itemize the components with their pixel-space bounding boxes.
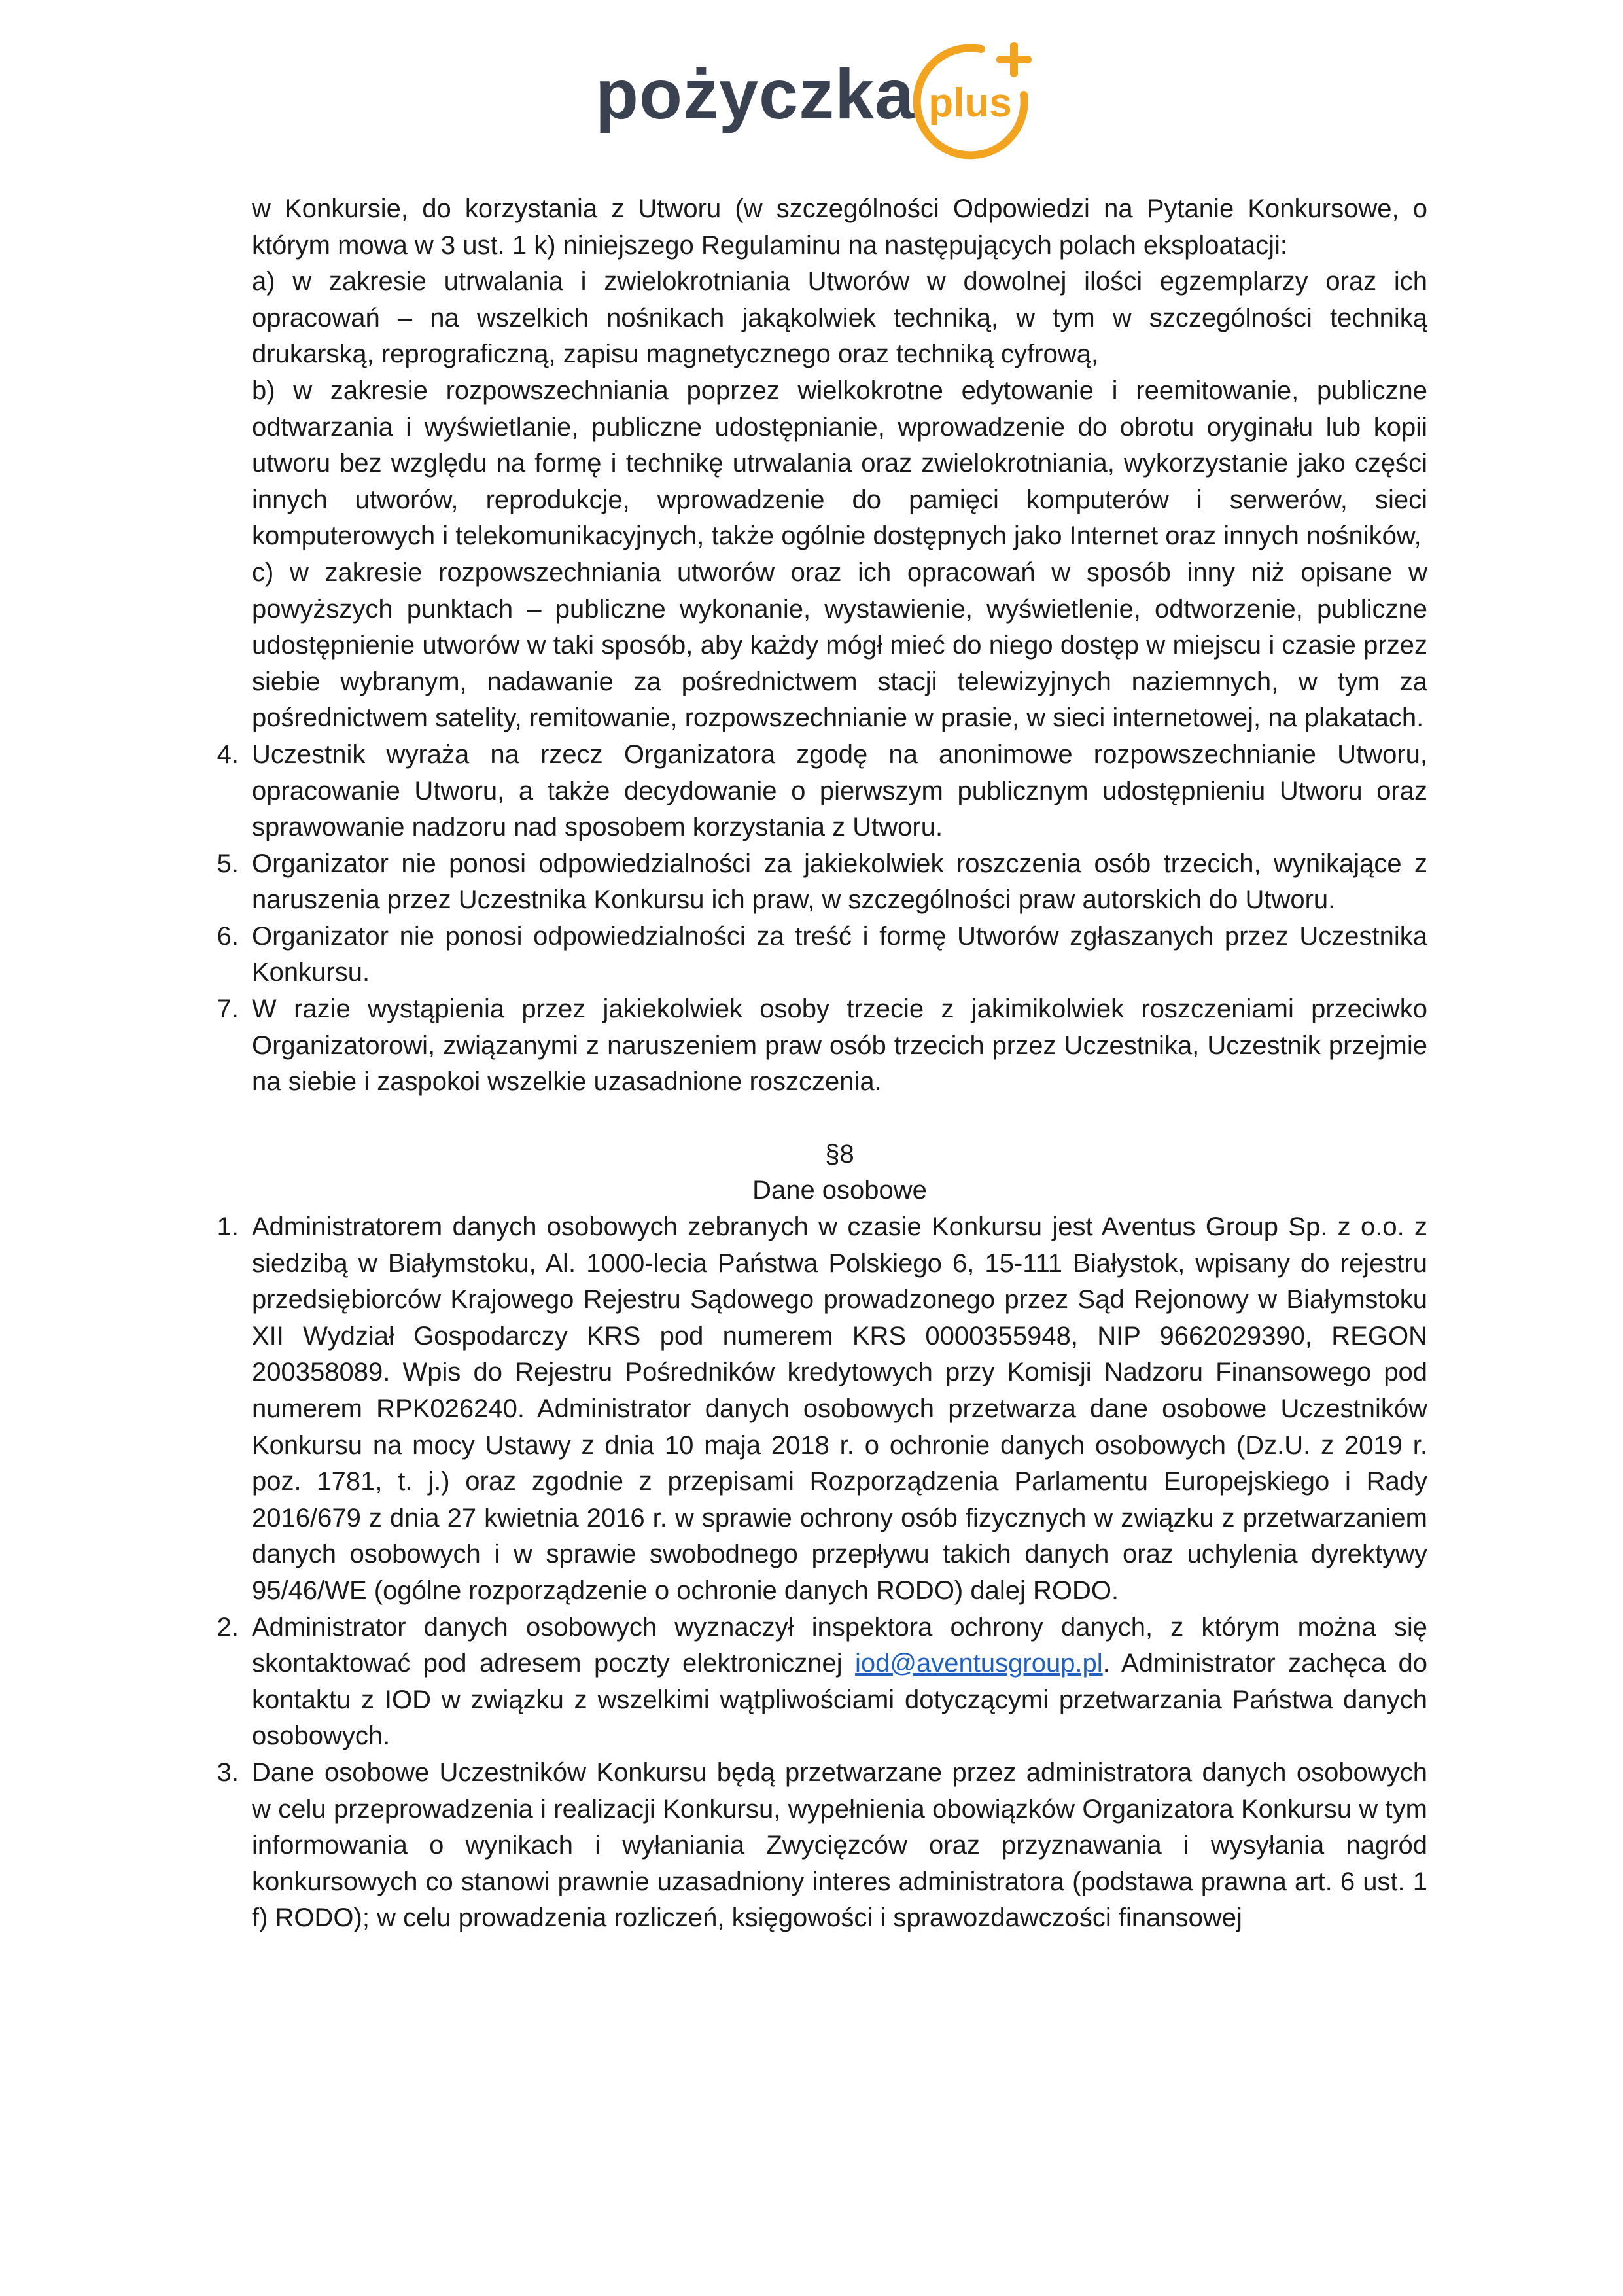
item-number: 3.	[217, 1757, 239, 1787]
item-text: Organizator nie ponosi odpowiedzialności za treść i formę Utworów zgłaszanych przez Uczestnika Konkursu.	[252, 921, 1427, 987]
list-item	[217, 846, 1427, 919]
item-number: 6.	[217, 921, 239, 951]
item-text-after: . Administrator zachęca do kontaktu z IOD w związku z wszelkimi wątpliwościami dotyczącymi przetwarzania Państwa danych osobowych.	[252, 1649, 1427, 1751]
list-item	[217, 1755, 1427, 1937]
item-text: W razie wystąpienia przez jakiekolwiek osoby trzecie z jakimikolwiek roszczeniami przeciwko Organizatorowi, związanymi z naruszeniem praw osób trzecich przez Uczestnika, Uczestnik przejmie na siebie i zaspokoi wszelkie uzasadnione roszczenia.	[252, 995, 1427, 1097]
list-item	[217, 1610, 1427, 1755]
paragraph-point-b: b) w zakresie rozpowszechniania poprzez wielkokrotne edytowanie i reemitowanie, publiczne odtwarzania i wyświetlanie, publiczne udostępnianie, wprowadzenie do obrotu oryginału lub kopii utworu bez względu na formę i technikę utrwalania oraz zwielokrotniania, wykorzystanie jako części innych utworów, reprodukcje, wprowadzenie do pamięci komputerów i serwerów, sieci komputerowych i telekomunikacyjnych, także ogólnie dostępnych jako Internet oraz innych nośników,	[252, 376, 1427, 551]
item-text: Uczestnik wyraża na rzecz Organizatora zgodę na anonimowe rozpowszechnianie Utworu, opracowanie Utworu, a także decydowanie o pierwszym publicznym udostępnieniu Utworu oraz sprawowanie nadzoru nad sposobem korzystania z Utworu.	[252, 739, 1427, 842]
list-item	[217, 919, 1427, 991]
logo-wordmark: pożyczka	[595, 54, 915, 133]
email-link[interactable]: iod@aventusgroup.pl	[855, 1649, 1103, 1678]
item-text: Dane osobowe Uczestników Konkursu będą przetwarzane przez administratora danych osobowych w celu przeprowadzenia i realizacji Konkursu, wypełnienia obowiązków Organizatora Konkursu w tym informowania o wynikach i wyłaniania Zwycięzców oraz przyznawania i wysyłania nagród konkursowych co stanowi prawnie uzasadniony interes administratora (podstawa prawna art. 6 ust. 1 f) RODO); w celu prowadzenia rozliczeń, księgowości i sprawozdawczości finansowej	[252, 1757, 1427, 1933]
item-number: 7.	[217, 995, 239, 1024]
section-number: §8	[825, 1139, 854, 1169]
item-text	[252, 1610, 1427, 1755]
list-item	[217, 737, 1427, 846]
badge-label: plus	[928, 80, 1012, 126]
item-number: 2.	[217, 1612, 239, 1642]
paragraph-point-c: c) w zakresie rozpowszechniania utworów oraz ich opracowań w sposób inny niż opisane w powyższych punktach – publiczne wykonanie, wystawienie, wyświetlenie, odtworzenie, publiczne udostępnienie utworów w taki sposób, aby każdy mógł mieć do niego dostęp w miejscu i czasie przez siebie wybranym, nadawanie za pośrednictwem stacji telewizyjnych naziemnych, w tym za pośrednictwem satelity, remitowanie, rozpowszechnianie w prasie, w sieci internetowej, na plakatach.	[252, 557, 1427, 733]
item-number: 5.	[217, 849, 239, 878]
item-number: 4.	[217, 739, 239, 769]
item-number: 1.	[217, 1212, 239, 1242]
section-title: Dane osobowe	[752, 1176, 927, 1205]
document-body	[217, 191, 1427, 1937]
logo	[595, 33, 1040, 170]
item-text: Administratorem danych osobowych zebranych w czasie Konkursu jest Aventus Group Sp. z o.o. z siedzibą w Białymstoku, Al. 1000-lecia Państwa Polskiego 6, 15-111 Białystok, wpisany do rejestru przedsiębiorców Krajowego Rejestru Sądowego prowadzonego przez Sąd Rejonowy w Białymstoku XII Wydział Gospodarczy KRS pod numerem KRS 0000355948, NIP 9662029390, REGON 200358089. Wpis do Rejestru Pośredników kredytowych przy Komisji Nadzoru Finansowego pod numerem RPK026240. Administrator danych osobowych przetwarza dane osobowe Uczestników Konkursu na mocy Ustawy z dnia 10 maja 2018 r. o ochronie danych osobowych (Dz.U. z 2019 r. poz. 1781, t. j.) oraz zgodnie z przepisami Rozporządzenia Parlamentu Europejskiego i Rady 2016/679 z dnia 27 kwietnia 2016 r. w sprawie ochrony osób fizycznych w związku z przetwarzaniem danych osobowych i w sprawie swobodnego przepływu takich danych oraz uchylenia dyrektywy 95/46/WE (ogólne rozporządzenie o ochronie danych RODO) dalej RODO.	[252, 1212, 1427, 1605]
item-text: Organizator nie ponosi odpowiedzialności za jakiekolwiek roszczenia osób trzecich, wynikające z naruszenia przez Uczestnika Konkursu ich praw, w szczególności praw autorskich do Utworu.	[252, 849, 1427, 915]
item-text-before: Administrator danych osobowych wyznaczył inspektora ochrony danych, z którym można się skontaktować pod adresem poczty elektronicznej	[252, 1612, 1427, 1678]
paragraph-intro: w Konkursie, do korzystania z Utworu (w szczególności Odpowiedzi na Pytanie Konkursowe, o którym mowa w 3 ust. 1 k) niniejszego Regulaminu na następujących polach eksploatacji:	[252, 194, 1427, 260]
section-heading	[252, 1137, 1427, 1209]
paragraph-point-a: a) w zakresie utrwalania i zwielokrotniania Utworów w dowolnej ilości egzemplarzy oraz ich opracowań – na wszelkich nośnikach jakąkolwiek techniką, w tym w szczególności techniką drukarską, reprograficzną, zapisu magnetycznego oraz techniką cyfrową,	[252, 267, 1427, 369]
list-item	[217, 991, 1427, 1101]
list-item	[217, 1209, 1427, 1610]
plus-badge-icon	[903, 33, 1040, 170]
